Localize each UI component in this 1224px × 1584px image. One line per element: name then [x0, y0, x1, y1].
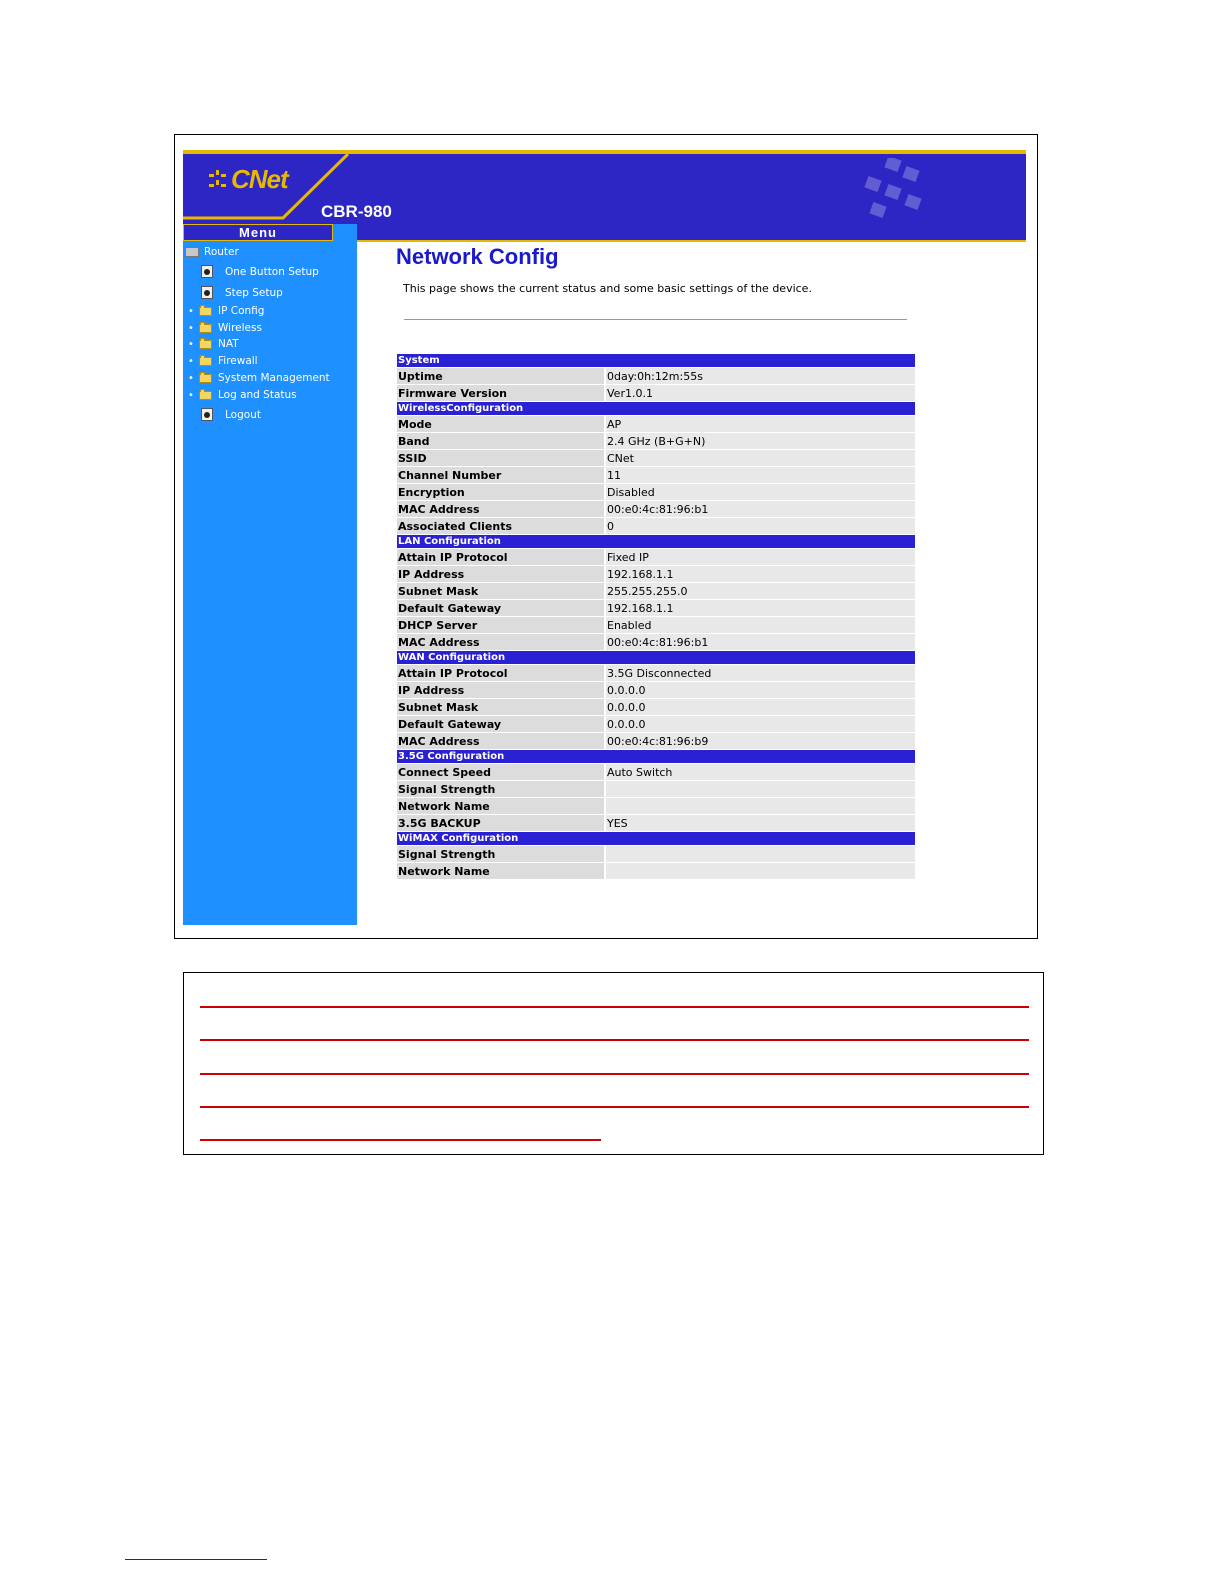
section-title: System — [397, 354, 915, 367]
table-row — [397, 450, 915, 466]
divider — [404, 319, 907, 320]
table-row — [397, 368, 915, 384]
row-key: MAC Address — [397, 634, 604, 650]
expand-bullet-icon: • — [188, 355, 194, 367]
row-value: 3.5G Disconnected — [604, 665, 915, 681]
folder-icon — [199, 391, 212, 400]
table-row — [397, 549, 915, 565]
row-value: 00:e0:4c:81:96:b1 — [604, 501, 915, 517]
row-value: YES — [604, 815, 915, 831]
model-label: CBR-980 — [321, 202, 392, 221]
row-value: Disabled — [604, 484, 915, 500]
section-title: 3.5G Configuration — [397, 750, 915, 763]
row-value: 00:e0:4c:81:96:b1 — [604, 634, 915, 650]
table-row — [397, 846, 915, 862]
row-value — [604, 798, 915, 814]
section-title: WiMAX Configuration — [397, 832, 915, 845]
row-key: Network Name — [397, 798, 604, 814]
section-header — [397, 354, 915, 367]
sidebar-item-nat[interactable] — [188, 338, 239, 350]
sidebar-item-label: Log and Status — [218, 389, 297, 401]
table-row — [397, 617, 915, 633]
table-row — [397, 798, 915, 814]
table-row — [397, 600, 915, 616]
row-value — [604, 863, 915, 879]
table-row — [397, 518, 915, 534]
note-line — [200, 1006, 1029, 1008]
row-value: 0.0.0.0 — [604, 682, 915, 698]
row-key: Uptime — [397, 368, 604, 384]
row-key: Attain IP Protocol — [397, 665, 604, 681]
sidebar-item-label: Step Setup — [225, 286, 283, 299]
row-key: Default Gateway — [397, 716, 604, 732]
page-icon — [201, 286, 213, 299]
row-value: 0 — [604, 518, 915, 534]
section-header — [397, 832, 915, 845]
expand-bullet-icon: • — [188, 372, 194, 384]
sidebar-item-label: IP Config — [218, 305, 265, 317]
row-value: 192.168.1.1 — [604, 566, 915, 582]
note-line — [200, 1039, 1029, 1041]
expand-bullet-icon: • — [188, 389, 194, 401]
page-icon — [201, 408, 213, 421]
row-key: Channel Number — [397, 467, 604, 483]
sidebar-item-log-and-status[interactable] — [188, 389, 297, 401]
sidebar-item-router[interactable] — [185, 246, 239, 258]
note-line — [200, 1106, 1029, 1108]
row-key: SSID — [397, 450, 604, 466]
row-key: Signal Strength — [397, 846, 604, 862]
row-key: Subnet Mask — [397, 583, 604, 599]
note-line — [200, 1073, 1029, 1075]
status-table — [397, 353, 915, 880]
sidebar-item-step-setup[interactable] — [201, 286, 283, 299]
sidebar-item-label: Wireless — [218, 322, 262, 334]
expand-bullet-icon: • — [188, 338, 194, 350]
row-value: 255.255.255.0 — [604, 583, 915, 599]
table-row — [397, 716, 915, 732]
row-value: Auto Switch — [604, 764, 915, 780]
folder-icon — [199, 307, 212, 316]
row-key: DHCP Server — [397, 617, 604, 633]
table-row — [397, 764, 915, 780]
row-key: IP Address — [397, 682, 604, 698]
row-key: 3.5G BACKUP — [397, 815, 604, 831]
row-key: Band — [397, 433, 604, 449]
row-key: Mode — [397, 416, 604, 432]
row-value: 2.4 GHz (B+G+N) — [604, 433, 915, 449]
row-key: Subnet Mask — [397, 699, 604, 715]
sidebar-item-one-button-setup[interactable] — [201, 265, 319, 278]
router-icon — [185, 247, 199, 257]
section-title: LAN Configuration — [397, 535, 915, 548]
page-description: This page shows the current status and some basic settings of the device. — [403, 282, 812, 295]
row-key: Network Name — [397, 863, 604, 879]
table-row — [397, 467, 915, 483]
expand-bullet-icon: • — [188, 322, 194, 334]
section-title: WirelessConfiguration — [397, 402, 915, 415]
table-row — [397, 416, 915, 432]
footnote-separator — [125, 1559, 267, 1560]
row-value: 00:e0:4c:81:96:b9 — [604, 733, 915, 749]
row-value: CNet — [604, 450, 915, 466]
row-key: MAC Address — [397, 501, 604, 517]
sidebar-item-label: System Management — [218, 372, 330, 384]
table-row — [397, 501, 915, 517]
table-row — [397, 682, 915, 698]
row-key: Connect Speed — [397, 764, 604, 780]
sidebar-item-label: NAT — [218, 338, 239, 350]
row-value: 0.0.0.0 — [604, 699, 915, 715]
table-row — [397, 385, 915, 401]
row-key: Encryption — [397, 484, 604, 500]
row-value: 0.0.0.0 — [604, 716, 915, 732]
sidebar-item-label: Logout — [225, 408, 261, 421]
table-row — [397, 781, 915, 797]
section-header — [397, 402, 915, 415]
decorative-squares-icon — [856, 158, 936, 228]
section-header — [397, 750, 915, 763]
menu-header — [183, 224, 357, 243]
sidebar-item-firewall[interactable] — [188, 355, 258, 367]
folder-icon — [199, 357, 212, 366]
row-value: 11 — [604, 467, 915, 483]
row-value: AP — [604, 416, 915, 432]
row-value: 0day:0h:12m:55s — [604, 368, 915, 384]
table-row — [397, 665, 915, 681]
row-key: Attain IP Protocol — [397, 549, 604, 565]
row-key: IP Address — [397, 566, 604, 582]
table-row — [397, 484, 915, 500]
notes-box — [183, 972, 1044, 1155]
row-value: Ver1.0.1 — [604, 385, 915, 401]
sidebar-item-label: Router — [204, 246, 239, 258]
folder-icon — [199, 374, 212, 383]
row-value: Enabled — [604, 617, 915, 633]
sidebar-item-ip-config[interactable] — [188, 305, 264, 317]
sidebar — [183, 243, 357, 925]
table-row — [397, 433, 915, 449]
row-key: Associated Clients — [397, 518, 604, 534]
page-icon — [201, 265, 213, 278]
section-title: WAN Configuration — [397, 651, 915, 664]
sidebar-item-wireless[interactable] — [188, 322, 262, 334]
note-line — [200, 1139, 601, 1141]
table-row — [397, 699, 915, 715]
table-row — [397, 863, 915, 879]
row-value — [604, 781, 915, 797]
row-value: 192.168.1.1 — [604, 600, 915, 616]
sidebar-item-logout[interactable] — [201, 408, 261, 421]
menu-label: Menu — [183, 224, 333, 241]
row-key: Default Gateway — [397, 600, 604, 616]
sidebar-item-label: Firewall — [218, 355, 258, 367]
page-title: Network Config — [396, 244, 559, 269]
row-key: MAC Address — [397, 733, 604, 749]
table-row — [397, 733, 915, 749]
expand-bullet-icon: • — [188, 305, 194, 317]
brand-logo: CNet — [231, 164, 288, 194]
sidebar-item-label: One Button Setup — [225, 265, 319, 278]
row-key: Firmware Version — [397, 385, 604, 401]
sidebar-item-system-management[interactable] — [188, 372, 330, 384]
section-header — [397, 651, 915, 664]
folder-icon — [199, 324, 212, 333]
folder-icon — [199, 340, 212, 349]
table-row — [397, 583, 915, 599]
row-value: Fixed IP — [604, 549, 915, 565]
row-key: Signal Strength — [397, 781, 604, 797]
table-row — [397, 566, 915, 582]
row-value — [604, 846, 915, 862]
table-row — [397, 815, 915, 831]
table-row — [397, 634, 915, 650]
section-header — [397, 535, 915, 548]
